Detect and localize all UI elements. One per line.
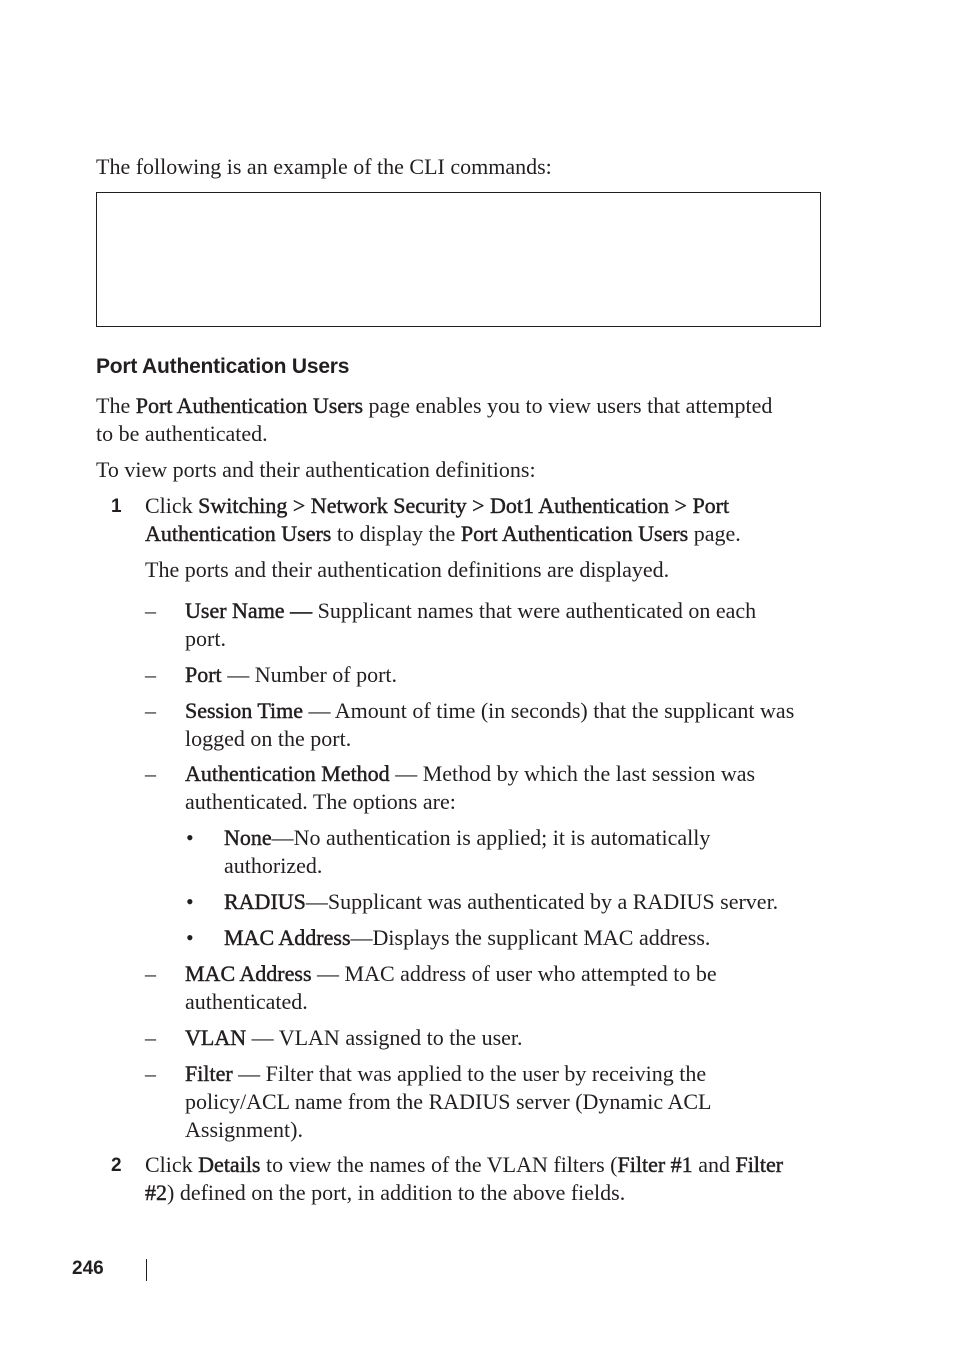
step-number-2: 2: [111, 1155, 122, 1176]
section-heading: Port Authentication Users: [96, 355, 350, 378]
step-2-text: Click Details to view the names of the VLAN filters (Filter #1 and Filter #2) defined on the port, in addition to the above fields.: [145, 1152, 784, 1205]
page-number: 246: [72, 1258, 104, 1279]
menu-path: Switching > Network Security > Dot1 Authentication > Port: [198, 493, 730, 518]
field-port: Port — Number of port.: [185, 662, 398, 687]
menu-path-end: Authentication Users: [145, 521, 332, 546]
option-none: None—No authentication is applied; it is automatically authorized.: [224, 825, 711, 878]
instructions-lead: To view ports and their authentication definitions:: [96, 457, 536, 482]
step-1-result: The ports and their authentication definitions are displayed.: [145, 557, 670, 582]
field-filter: Filter — Filter that was applied to the user by receiving the policy/ACL name from the RADIUS server (Dynamic ACL Assignment).: [185, 1061, 712, 1142]
field-mac-address: MAC Address — MAC address of user who attempted to be authenticated.: [185, 961, 717, 1014]
footer-divider: [146, 1259, 147, 1281]
step-number-1: 1: [111, 496, 122, 517]
bullet-marker: •: [186, 889, 194, 914]
bullet-marker: •: [186, 925, 194, 950]
bullet-marker: •: [186, 825, 194, 850]
field-vlan: VLAN — VLAN assigned to the user.: [185, 1025, 523, 1050]
dash-marker: –: [145, 961, 156, 986]
cli-example-box: [96, 192, 821, 327]
details-button-ref: Details: [198, 1152, 261, 1177]
dash-marker: –: [145, 1025, 156, 1050]
dash-marker: –: [145, 761, 156, 786]
dash-marker: –: [145, 698, 156, 723]
dash-marker: –: [145, 1061, 156, 1086]
intro-paragraph: The Port Authentication Users page enables you to view users that attempted to be authenticated.: [96, 393, 773, 446]
page-name: Port Authentication Users: [135, 393, 364, 418]
field-authentication-method: Authentication Method — Method by which the last session was authenticated. The options are:: [185, 761, 756, 814]
dash-marker: –: [145, 662, 156, 687]
field-user-name: User Name — Supplicant names that were authenticated on each port.: [185, 598, 757, 651]
step-1-text: Click Switching > Network Security > Dot1 Authentication > Port Authentication Users to display the Port Authentication Users page.: [145, 493, 741, 546]
intro-text: The following is an example of the CLI commands:: [96, 154, 552, 179]
option-radius: RADIUS—Supplicant was authenticated by a RADIUS server.: [224, 889, 779, 914]
field-session-time: Session Time — Amount of time (in seconds) that the supplicant was logged on the port.: [185, 698, 795, 751]
option-mac-address: MAC Address—Displays the supplicant MAC address.: [224, 925, 711, 950]
dash-marker: –: [145, 598, 156, 623]
page-name: Port Authentication Users: [460, 521, 689, 546]
